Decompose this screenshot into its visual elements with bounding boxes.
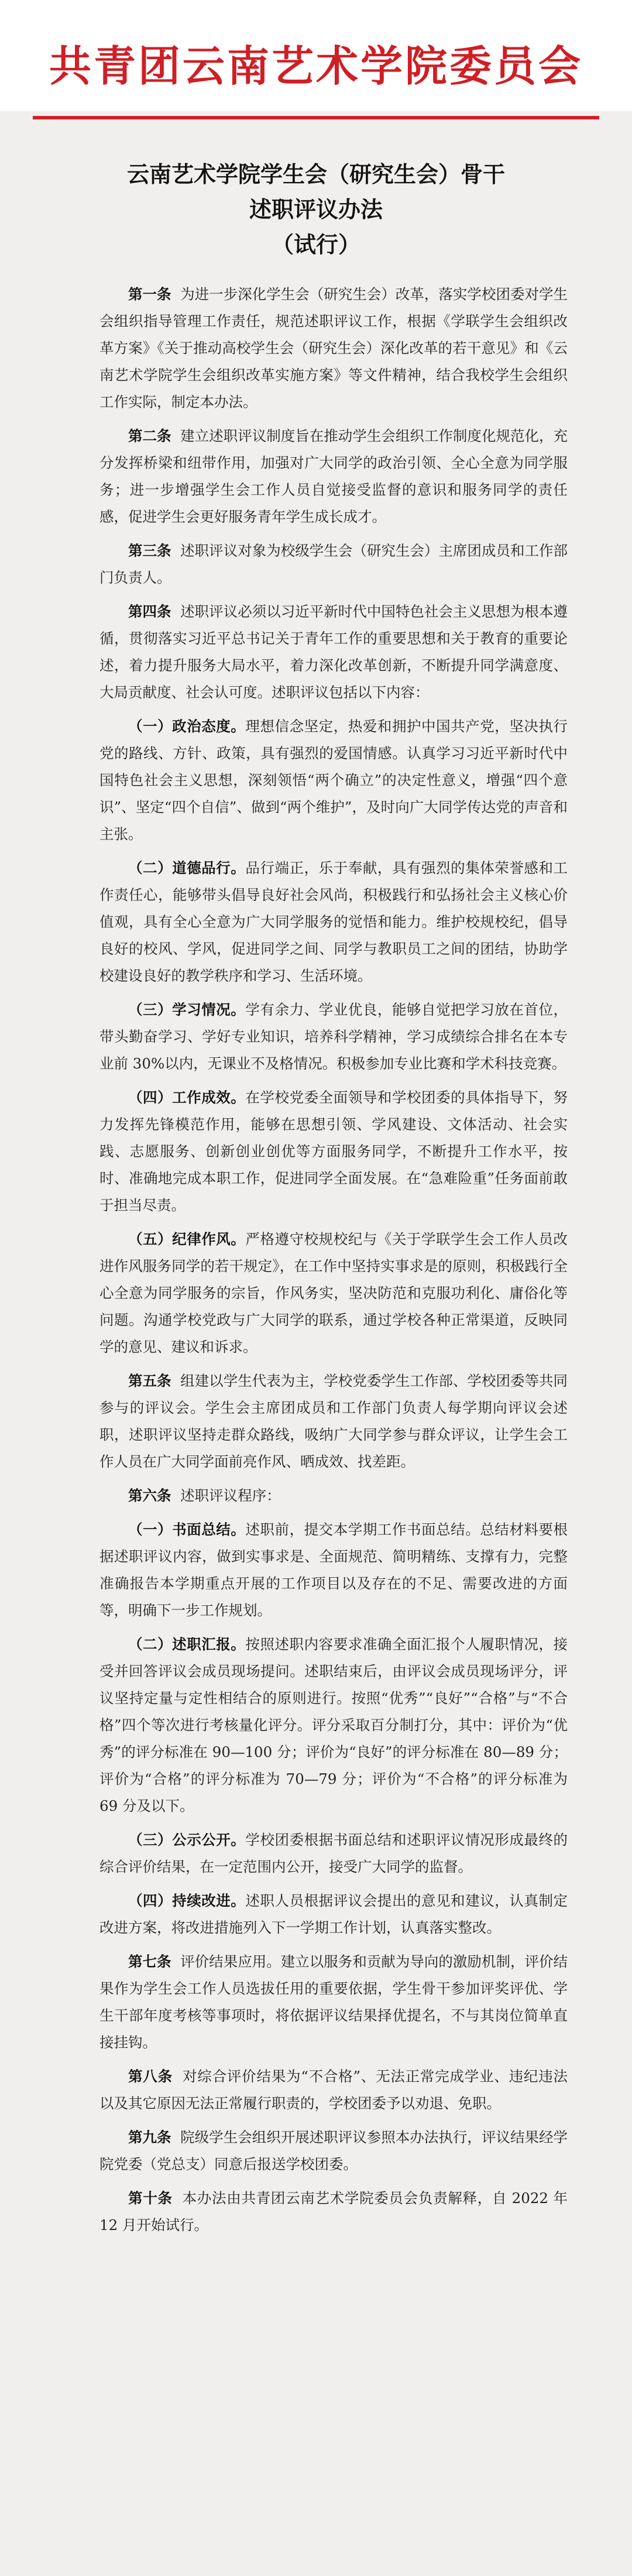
organization-name: 共青团云南艺术学院委员会 xyxy=(49,42,583,91)
article-3: 第三条 述职评议对象为校级学生会（研究生会）主席团成员和工作部门负责人。 xyxy=(99,542,568,586)
content-item-study: （三）学习情况。学有余力、学业优良，能够自觉把学习放在首位，带头勤奋学习、学好专业知识，培养科学精神，学习成绩综合排名在本专业前 30%以内，无课业不及格情况。积极参加专业比赛和学术科技竞赛。 xyxy=(99,1001,568,1072)
article-1: 第一条 为进一步深化学生会（研究生会）改革，落实学校团委对学生会组织指导管理工作责任，规范述职评议工作，根据《学联学生会组织改革方案》《关于推动高校学生会（研究生会）深化改革的若干意见》和《云南艺术学院学生会组织改革实施方案》等文件精神，结合我校学生会组织工作实际，制定本办法。 xyxy=(99,286,568,410)
document-body-part-1 xyxy=(99,281,568,2246)
article-8: 第八条 对综合评价结果为“不合格”、无法正常完成学业、违纪违法以及其它原因无法正常履行职责的，学校团委予以劝退、免职。 xyxy=(99,2068,568,2112)
procedure-item-publicity: （三）公示公开。学校团委根据书面总结和述职评议情况形成最终的综合评价结果，在一定范围内公开，接受广大同学的监督。 xyxy=(99,1831,568,1875)
procedure-item-report: （二）述职汇报。按照述职内容要求准确全面汇报个人履职情况，接受并回答评议会成员现场提问。述职结束后，由评议会成员现场评分，评议坚持定量与定性相结合的原则进行。按照“优秀”“良好”“合格”与“不合格”四个等次进行考核量化评分。评分采取百分制打分，其中：评价为“优秀”的评分标准在 90—100 分；评价为“良好”的评分标准在 80—89 分；评价为“合格”的评分标准为 70—79 分；评价为“不合格”的评分标准为 69 分及以下。 xyxy=(99,1636,568,1814)
content-item-political: （一）政治态度。理想信念坚定，热爱和拥护中国共产党，坚决执行党的路线、方针、政策，具有强烈的爱国情感。认真学习习近平新时代中国特色社会主义思想，深刻领悟“两个确立”的决定性意义，增强“四个意识”、坚定“四个自信”、做到“两个维护”，及时向广大同学传达党的声音和主张。 xyxy=(99,718,568,842)
content-item-discipline: （五）纪律作风。严格遵守校规校纪与《关于学联学生会工作人员改进作风服务同学的若干规定》，在工作中坚持实事求是的原则，积极践行全心全意为同学服务的宗旨，作风务实，坚决防范和克服功利化、庸俗化等问题。沟通学校党政与广大同学的联系，通过学校各种正常渠道，反映同学的意见、建议和诉求。 xyxy=(99,1231,568,1355)
article-9: 第九条 院级学生会组织开展述职评议参照本办法执行，评议结果经学院党委（党总支）同意后报送学校团委。 xyxy=(99,2129,568,2173)
document-title-line-2: 述职评议办法 xyxy=(249,196,383,222)
content-item-morality: （二）道德品行。品行端正，乐于奉献，具有强烈的集体荣誉感和工作责任心，能够带头倡导良好社会风尚，积极践行和弘扬社会主义核心价值观，具有全心全意为广大同学服务的觉悟和能力。维护校规校纪，倡导良好的校风、学风，促进同学之间、同学与教职员工之间的团结，协助学校建设良好的教学秩序和学习、生活环境。 xyxy=(99,859,568,984)
document-title-line-1: 云南艺术学院学生会（研究生会）骨干 xyxy=(126,161,505,187)
content-item-work: （四）工作成效。在学校党委全面领导和学校团委的具体指导下，努力发挥先锋模范作用，能够在思想引领、学风建设、文体活动、社会实践、志愿服务、创新创业创优等方面服务同学，不断提升工作水平，按时、准确地完成本职工作，促进同学全面发展。在“急难险重”任务面前敢于担当尽责。 xyxy=(99,1089,568,1214)
header-red-rule xyxy=(33,116,599,119)
article-10: 第十条 本办法由共青团云南艺术学院委员会负责解释，自 2022 年 12 月开始试行。 xyxy=(99,2190,568,2234)
article-6: 第六条 述职评议程序： xyxy=(128,1487,281,1504)
document-title-line-3: （试行） xyxy=(271,231,360,258)
article-4: 第四条 述职评议必须以习近平新时代中国特色社会主义思想为根本遵循，贯彻落实习近平总书记关于青年工作的重要思想和关于教育的重要论述，着力提升服务大局水平，着力深化改革创新，不断提升同学满意度、大局贡献度、社会认可度。述职评议包括以下内容： xyxy=(99,603,568,701)
article-2: 第二条 建立述职评议制度旨在推动学生会组织工作制度化规范化，充分发挥桥梁和纽带作用，加强对广大同学的政治引领、全心全意为同学服务；进一步增强学生会工作人员自觉接受监督的意识和服务同学的责任感，促进学生会更好服务青年学生成长成才。 xyxy=(99,427,568,525)
article-7: 第七条 评价结果应用。建立以服务和贡献为导向的激励机制，评价结果作为学生会工作人员选拔任用的重要依据，学生骨干参加评奖评优、学生干部年度考核等事项时，将依据评议结果择优提名，不与其岗位简单直接挂钩。 xyxy=(99,1953,568,2051)
letterhead xyxy=(0,0,632,111)
article-5: 第五条 组建以学生代表为主，学校党委学生工作部、学校团委等共同参与的评议会。学生会主席团成员和工作部门负责人每学期向评议会述职，述职评议坚持走群众路线，吸纳广大同学参与群众评议，让学生会工作人员在广大同学面前亮作风、晒成效、找差距。 xyxy=(99,1372,568,1470)
procedure-item-improve: （四）持续改进。述职人员根据评议会提出的意见和建议，认真制定改进方案，将改进措施列入下一学期工作计划，认真落实整改。 xyxy=(99,1892,568,1936)
procedure-item-summary: （一）书面总结。述职前，提交本学期工作书面总结。总结材料要根据述职评议内容，做到实事求是、全面规范、简明精练、支撑有力，完整准确报告本学期重点开展的工作项目以及存在的不足、需要改进的方面等，明确下一步工作规划。 xyxy=(99,1521,568,1619)
